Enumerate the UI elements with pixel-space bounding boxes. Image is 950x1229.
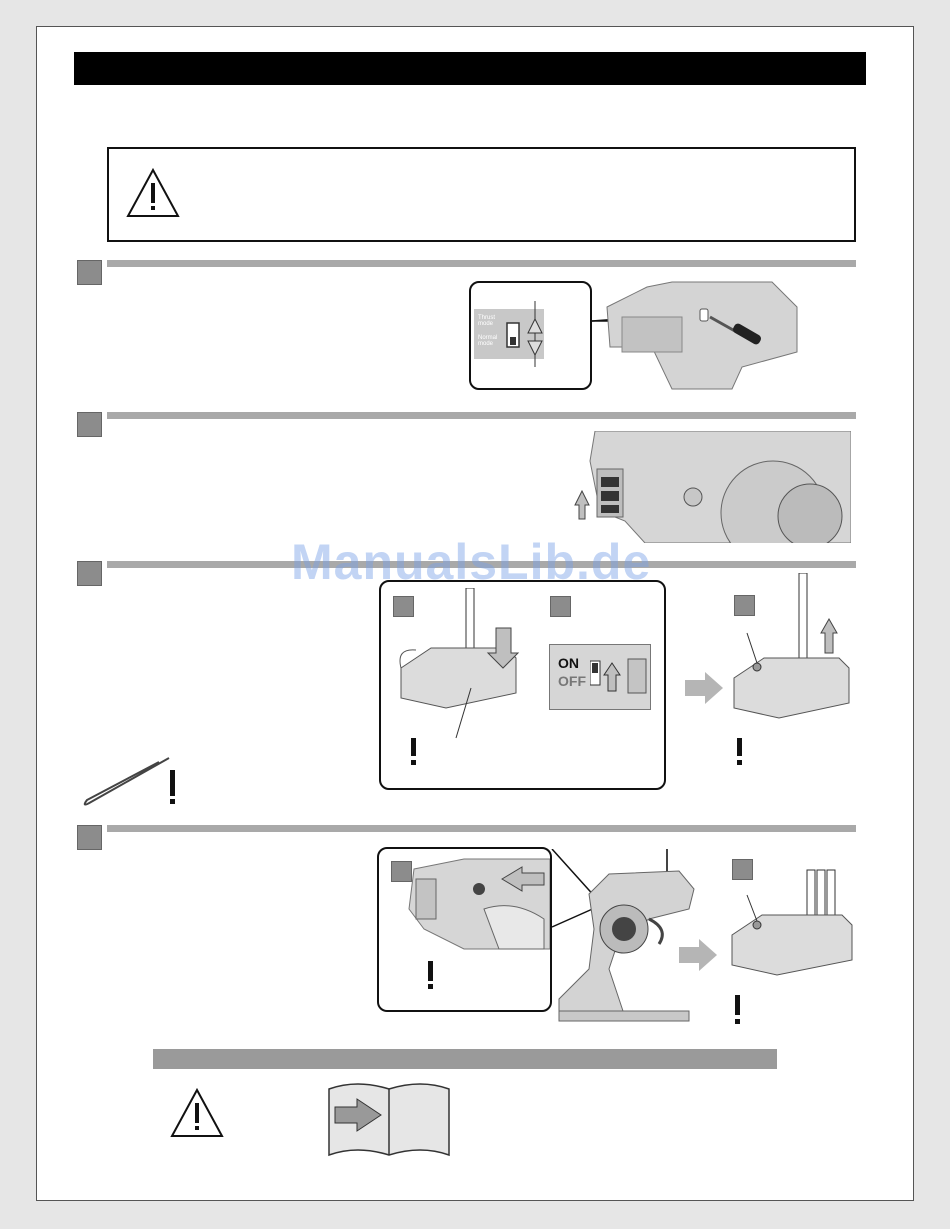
- power-on-label: ON: [558, 655, 579, 671]
- section-title-bar: [74, 52, 866, 85]
- thrust-mode-label: Thrust mode: [478, 315, 496, 327]
- transmitter-full-illustration: [549, 849, 699, 1029]
- gray-arrow-icon-2: [679, 939, 717, 971]
- trigger-press-detail-panel: [377, 847, 552, 1012]
- warning-box: [107, 147, 856, 242]
- step-rule-1: [107, 260, 856, 267]
- transmitter-mode-illustration: [592, 277, 852, 392]
- power-switch-up-icon: [590, 653, 648, 701]
- receiver-bind-pin-illustration: [396, 588, 526, 778]
- open-book-icon: [327, 1079, 451, 1157]
- gray-arrow-icon: [685, 672, 723, 704]
- transmitter-bind-button-illustration: [565, 431, 851, 543]
- watermark-text: ManualsLib.de: [291, 534, 652, 590]
- bind-button-press-illustration: [404, 849, 550, 1009]
- bind-sequence-panel: [379, 580, 666, 790]
- power-off-label: OFF: [558, 673, 586, 689]
- warning-triangle-icon: [125, 167, 181, 219]
- step-marker-4: [77, 825, 102, 850]
- normal-mode-label: Normal mode: [478, 335, 498, 347]
- paper-clip-icon: [79, 752, 189, 812]
- power-switch-plate: [549, 644, 651, 710]
- manual-page: [36, 26, 914, 1201]
- substep-b-marker: [550, 596, 571, 617]
- step-marker-3: [77, 561, 102, 586]
- mode-switch-detail-panel: [469, 281, 592, 390]
- warning-triangle-icon-bottom: [169, 1087, 225, 1139]
- step-rule-4: [107, 825, 856, 832]
- step-rule-2: [107, 412, 856, 419]
- note-section-bar: [153, 1049, 777, 1069]
- step-marker-2: [77, 412, 102, 437]
- receiver-led-illustration: [729, 573, 859, 773]
- step-marker-1: [77, 260, 102, 285]
- receiver-bound-illustration: [727, 865, 857, 1035]
- mode-switch-toggle-icon: [501, 299, 551, 369]
